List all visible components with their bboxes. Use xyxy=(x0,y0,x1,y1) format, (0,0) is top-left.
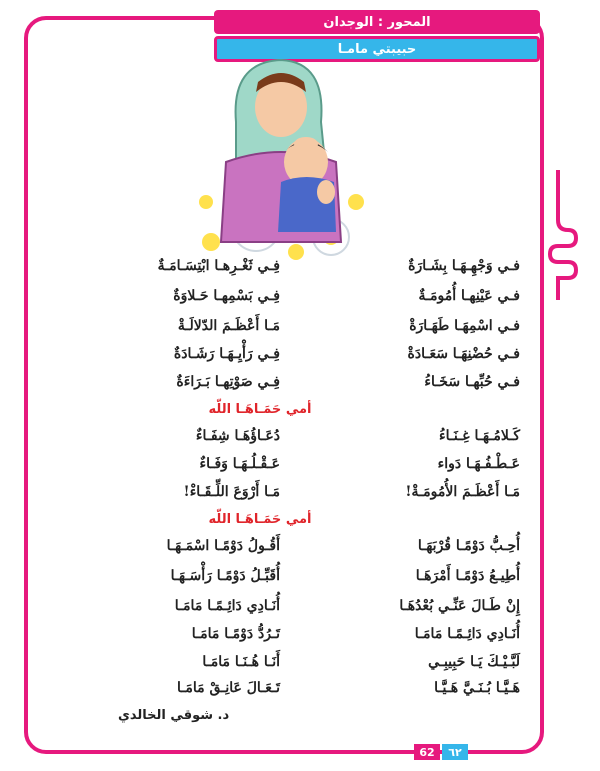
verse-right: فـي اسْمِهَـا طَهَـارَةْ xyxy=(409,318,520,334)
verse-row xyxy=(100,626,520,650)
verse-right: أُحِـبُّ دَوْمًـا قُرْبَهَـا xyxy=(417,538,520,554)
verse-row xyxy=(100,258,520,282)
verse-left: تَـعَـالَ عَانِـقْ مَامَـا xyxy=(177,680,280,696)
verse-row xyxy=(100,374,520,398)
verse-row xyxy=(100,598,520,622)
verse-left: فِـي بَسْمِهـا حَـلاوَةٌ xyxy=(173,288,280,304)
refrain: أمي حَمَـاهَـا اللّه xyxy=(208,402,312,417)
verse-row xyxy=(100,318,520,342)
verse-row xyxy=(100,346,520,370)
verse-right: هَـيَّـا بُـنَـيَّ هَـيَّـا xyxy=(434,680,520,696)
verse-row xyxy=(100,680,520,704)
verse-left: أَنَـا هُـنَـا مَامَـا xyxy=(202,654,280,670)
verse-row xyxy=(100,538,520,562)
verse-left: دُعَـاؤُهَـا شِفَـاءٌ xyxy=(195,428,280,444)
verse-row xyxy=(100,288,520,312)
verse-right: إِنْ طَـالَ عَنِّـي بُعْدُهَـا xyxy=(399,598,520,614)
verse-row xyxy=(100,456,520,480)
verse-left: أُنَـادِي دَائِـمًـا مَامَـا xyxy=(174,598,280,614)
refrain: أمي حَمَـاهَـا اللّه xyxy=(208,512,312,527)
verse-left: فِـي ثَغْـرِهـا ابْتِسَـامَـةٌ xyxy=(157,258,280,274)
poem-title: حبيبتي مامـا xyxy=(214,36,540,62)
verse-row xyxy=(100,428,520,452)
verse-left: فِـي صَوْتِهـا بَـرَاءَةٌ xyxy=(176,374,280,390)
decorative-wave-border xyxy=(540,170,580,300)
verse-right: أُطِيـعُ دَوْمًـا أَمْرَهَـا xyxy=(415,568,520,584)
verse-right: فـي حُضْنِهَـا سَعَـادَةْ xyxy=(407,346,520,362)
verse-row xyxy=(100,484,520,508)
verse-left: مَـا أَعْظَـمَ الدّلالَـةْ xyxy=(177,318,280,334)
page-number-latin: 62 xyxy=(414,744,440,760)
page-number-arabic: ٦٢ xyxy=(442,744,468,760)
verse-right: فـي عَيْنِهـا أُمُومَـةٌ xyxy=(418,288,520,304)
verse-right: أُنَـادِي دَائِـمًـا مَامَـا xyxy=(414,626,520,642)
verse-right: لَبَّـيْـكَ يَـا حَبِيبِـي xyxy=(428,654,520,670)
verse-row xyxy=(100,654,520,678)
verse-left: عَـقْـلُـهَـا وَفَـاءٌ xyxy=(199,456,280,472)
verse-left: تَـرُدُّ دَوْمًـا مَامَـا xyxy=(191,626,280,642)
verse-right: عَـطْـفُـهَـا دَواء xyxy=(437,456,520,472)
verse-right: فـي وَجْهِـهَـا بِشَـارَةٌ xyxy=(408,258,520,274)
verse-left: أُقَبِّـلُ دَوْمًـا رَأْسَـهَـا xyxy=(170,568,280,584)
verse-left: فِـي رَأْيِـهَـا رَشَـادَةٌ xyxy=(173,346,280,362)
verse-left: أَقُـولُ دَوْمًـا اسْمَـهَـا xyxy=(166,538,280,554)
axis-header: المحور : الوجدان xyxy=(214,10,540,34)
author-name: د. شوقي الخالدي xyxy=(118,708,230,723)
verse-right: كَـلامُـهَـا غِـنَـاءُ xyxy=(438,428,520,444)
verse-right: مَـا أَعْظَـمَ الأُمُومَـةْ! xyxy=(405,484,520,500)
verse-right: فـي حُبِّهـا سَخَـاءُ xyxy=(424,374,520,390)
verse-left: مَـا أَرْوَعَ اللِّـقَـاءْ! xyxy=(183,484,280,500)
mother-child-illustration xyxy=(186,52,376,262)
verse-row xyxy=(100,568,520,592)
page-numbers xyxy=(414,744,468,760)
